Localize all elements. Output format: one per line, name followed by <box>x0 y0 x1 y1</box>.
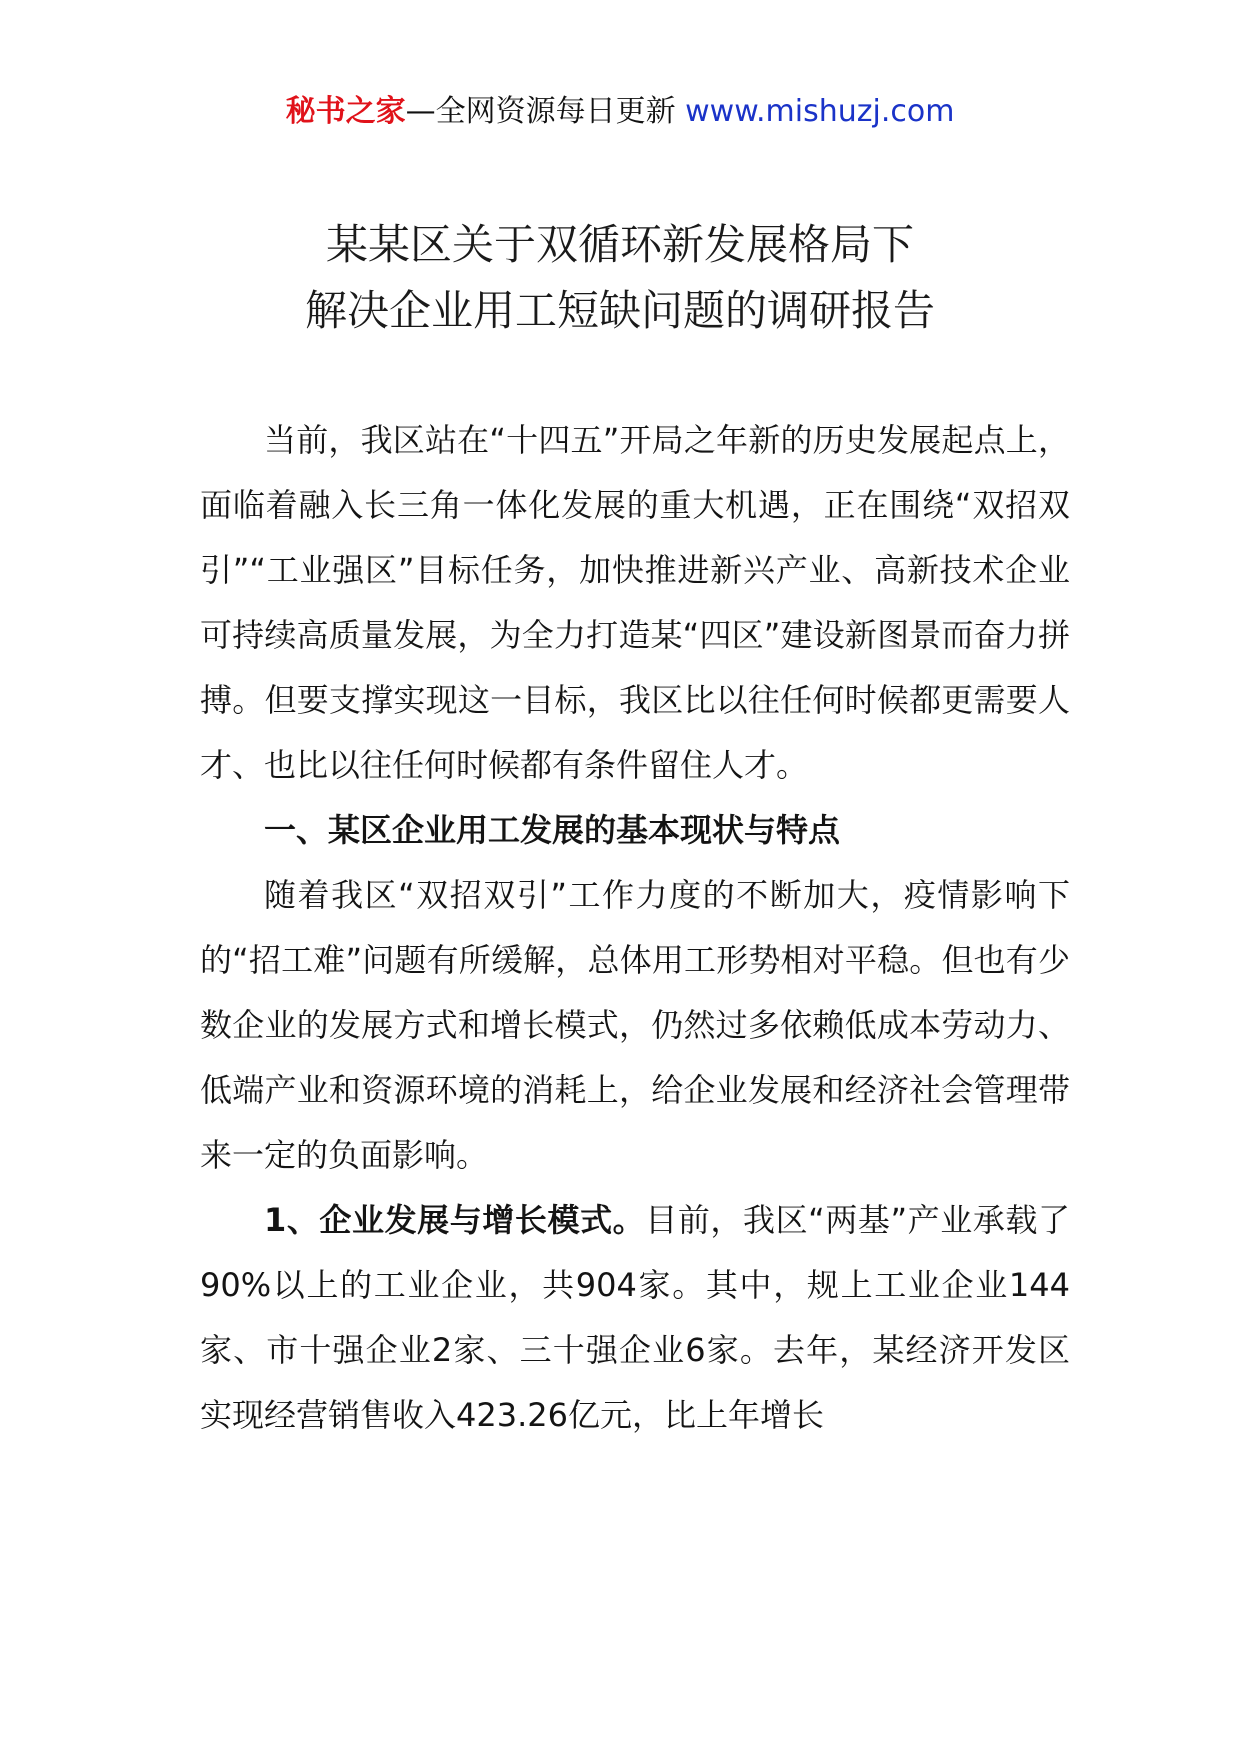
document-title <box>0 212 1240 344</box>
banner-tagline: —全网资源每日更新 <box>405 94 676 129</box>
intro-paragraph: 当前，我区站在“十四五”开局之年新的历史发展起点上，面临着融入长三角一体化发展的重大机遇，正在围绕“双招双引”“工业强区”目标任务，加快推进新兴产业、高新技术企业可持续高质量发展，为全力打造某“四区”建设新图景而奋力拼搏。但要支撑实现这一目标，我区比以往任何时候都更需要人才、也比以往任何时候都有条件留住人才。 <box>200 421 1070 784</box>
title-line-2: 解决企业用工短缺问题的调研报告 <box>304 286 935 335</box>
point-1-lead: 1、企业发展与增长模式。 <box>264 1201 646 1239</box>
point-1-paragraph <box>200 1188 1070 1448</box>
point-1-text: 目前，我区“两基”产业承载了90%以上的工业企业，共904家。其中，规上工业企业144家、市十强企业2家、三十强企业6家。去年，某经济开发区实现经营销售收入423.26亿元，比上年增长 <box>200 1201 1070 1434</box>
brand-name: 秘书之家 <box>285 94 406 129</box>
section-heading-1: 一、某区企业用工发展的基本现状与特点 <box>264 811 841 849</box>
site-banner <box>0 92 1240 132</box>
section-1-paragraph: 随着我区“双招双引”工作力度的不断加大，疫情影响下的“招工难”问题有所缓解，总体用工形势相对平稳。但也有少数企业的发展方式和增长模式，仍然过多依赖低成本劳动力、低端产业和资源环境的消耗上，给企业发展和经济社会管理带来一定的负面影响。 <box>200 876 1070 1174</box>
site-url-link[interactable]: www.mishuzj.com <box>685 94 955 129</box>
title-line-1: 某某区关于双循环新发展格局下 <box>325 220 914 269</box>
document-body <box>200 408 1070 1448</box>
